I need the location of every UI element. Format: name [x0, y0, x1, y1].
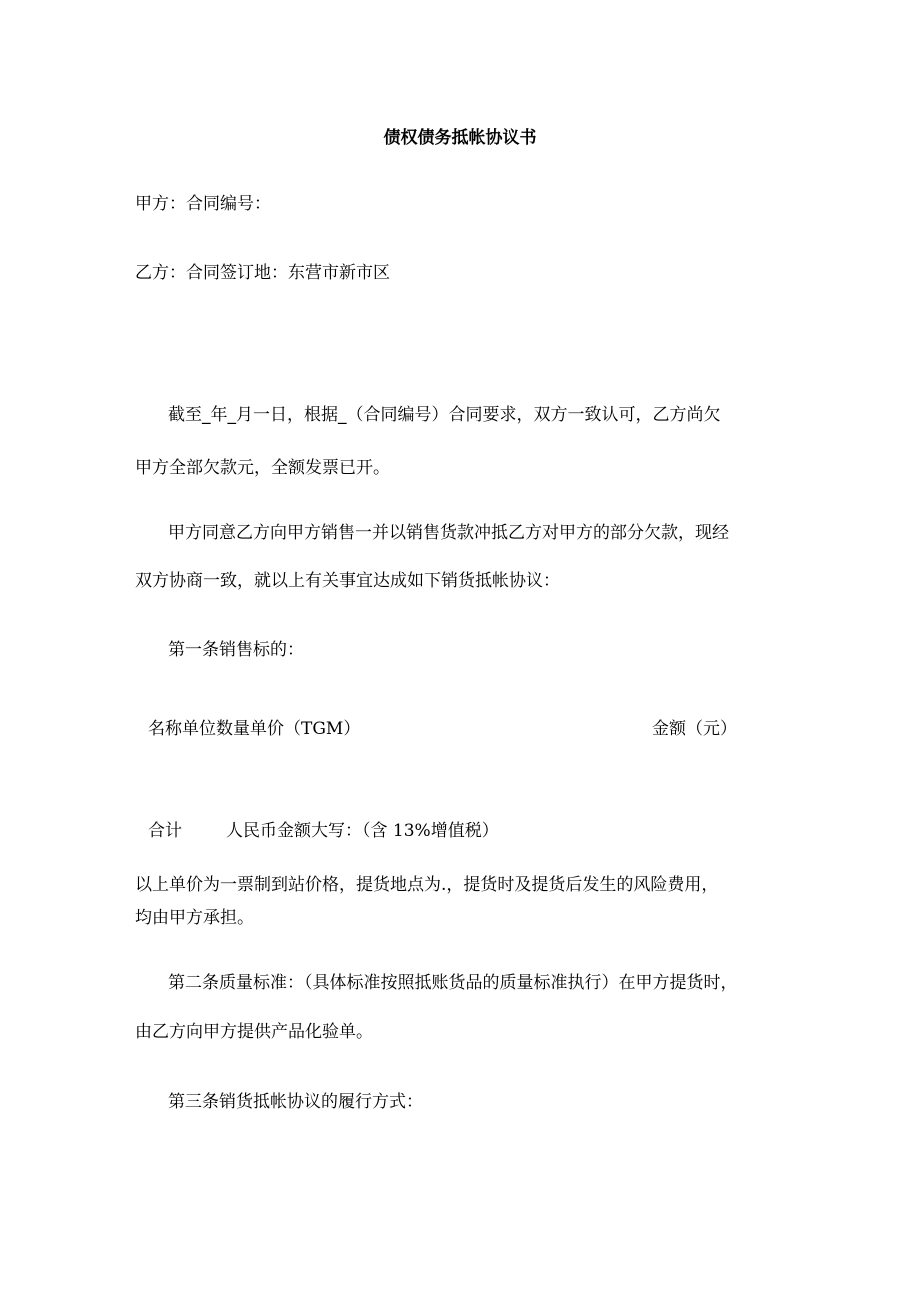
paragraph-2-line-1: 甲方同意乙方向甲方销售一并以销售货款冲抵乙方对甲方的部分欠款，现经	[168, 523, 729, 543]
paragraph-1-line-1: 截至_年_月一日，根据_（合同编号）合同要求，双方一致认可，乙方尚欠	[168, 405, 721, 425]
total-label: 合计	[148, 821, 182, 841]
table-header-right: 金额（元）	[652, 719, 737, 739]
article-2-line-1: 第二条质量标准：（具体标准按照抵账货品的质量标准执行）在甲方提货时，	[168, 973, 738, 993]
table-header-left: 名称单位数量单价（TGM）	[148, 719, 361, 739]
article-3-heading: 第三条销货抵帐协议的履行方式：	[168, 1092, 423, 1112]
paragraph-2-line-2: 双方协商一致，就以上有关事宜达成如下销货抵帐协议：	[135, 571, 560, 591]
party-a-line: 甲方：合同编号：	[135, 194, 271, 214]
note-line-2: 均由甲方承担。	[135, 908, 254, 928]
total-amount-label: 人民币金额大写：（含 13%增值税）	[226, 821, 499, 841]
article-2-line-2: 由乙方向甲方提供产品化验单。	[135, 1022, 373, 1042]
article-1-heading: 第一条销售标的：	[168, 640, 304, 660]
document-title: 债权债务抵帐协议书	[383, 128, 537, 148]
party-b-line: 乙方：合同签订地：东营市新市区	[135, 263, 390, 283]
note-line-1: 以上单价为一票制到站价格，提货地点为.，提货时及提货后发生的风险费用，	[135, 875, 719, 895]
paragraph-1-line-2: 甲方全部欠款元，全额发票已开。	[135, 458, 390, 478]
